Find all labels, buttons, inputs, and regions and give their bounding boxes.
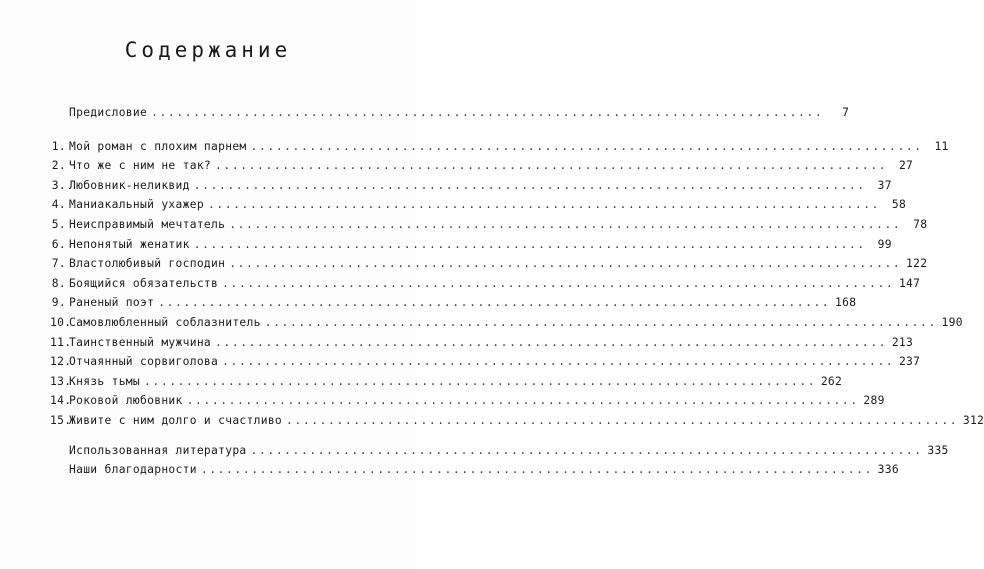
toc-entry-intro [50,106,850,126]
chapter-number: 10. [50,315,72,329]
dot-leader: ................................................................................ [186,394,859,408]
dot-leader: ................................................................................ [229,257,902,271]
toc-page-number: 190 [941,315,963,329]
dot-leader: ................................................................................ [144,374,817,388]
toc-page-number: 122 [906,257,928,271]
toc-entry-chapter [50,198,907,218]
toc-entry-chapter [50,237,892,258]
toc-entry-label: Роковой любовник [69,394,183,408]
toc-entry-label: Отчаянный сорвиголова [69,355,219,369]
dot-leader: ................................................................................ [193,237,866,251]
toc-page-number: 335 [927,443,949,457]
toc-entry-chapter [50,413,984,434]
table-of-contents [50,106,984,483]
toc-entry-label: Непонятый женатик [69,237,190,251]
chapter-number: 15. [50,413,72,427]
dot-leader: ................................................................................ [286,413,959,427]
toc-entry-label: Раненый поэт [69,296,155,310]
toc-entry-chapter [50,139,949,160]
chapter-number: 9. [51,296,66,310]
dot-leader: ................................................................................ [215,335,888,349]
toc-entry-label: Наши благодарности [69,463,197,477]
chapter-number: 11. [50,335,72,349]
toc-entry-label: Боящийся обязательств [69,276,219,290]
toc-page-number: 168 [835,296,857,310]
toc-page-number: 27 [898,159,914,173]
dot-leader: ................................................................................ [229,217,902,231]
toc-entry-chapter [50,178,892,199]
toc-page-number: 37 [877,178,892,192]
toc-entry-label: Князь тьмы [69,374,141,388]
toc-entry-label: Мой роман с плохим парнем [69,139,247,153]
toc-entry-label: Что же с ним не так? [69,159,212,173]
dot-leader: ................................................................................ [193,178,866,192]
chapter-number: 12. [50,355,72,369]
dot-leader: ................................................................................ [207,198,881,212]
toc-entry-chapter [50,335,914,356]
toc-page-number: 58 [891,198,907,212]
chapter-number: 14. [50,394,72,408]
toc-entry-label: Таинственный мужчина [69,335,212,349]
toc-entry-label: Властолюбивый господин [69,257,226,271]
toc-entry-chapter [50,217,928,238]
toc-page-number: 11 [934,139,949,153]
chapter-number: 3. [51,178,66,192]
toc-entry-label: Предисловие [69,106,148,119]
dot-leader: ................................................................................ [222,355,895,369]
toc-page-number: 99 [877,237,892,251]
toc-entry-label: Самовлюбленный соблазнитель [69,315,261,329]
chapter-number: 4. [51,198,66,212]
toc-entry-chapter [50,276,921,297]
dot-leader: ................................................................................ [250,139,923,153]
chapter-number: 1. [51,139,66,153]
chapter-number: 13. [50,374,72,388]
toc-entry-label: Использованная литература [69,443,247,457]
toc-entry-acknowledgements [50,463,899,483]
chapter-number: 8. [51,276,66,290]
page-title: Содержание [124,38,292,62]
toc-entry-chapter [50,296,857,316]
toc-page-number: 213 [891,335,914,349]
chapter-number: 6. [51,237,66,251]
toc-entry-chapter [50,159,914,179]
spacer [50,434,376,444]
toc-page-number: 312 [962,413,984,427]
toc-entry-label: Неисправимый мечтатель [69,217,226,231]
dot-leader: ................................................................................ [200,463,873,477]
toc-page-number: 147 [898,276,921,290]
toc-page-number: 336 [877,463,899,477]
chapter-list [50,139,984,434]
toc-page-number: 78 [913,217,928,231]
toc-entry-label: Любовник-неликвид [69,178,190,192]
toc-entry-bibliography [50,443,949,464]
dot-leader: ................................................................................ [158,296,831,310]
dot-leader: ................................................................................ [222,276,895,290]
dot-leader: ................................................................................ [215,159,888,173]
chapter-number: 7. [51,257,66,271]
toc-entry-chapter [50,394,885,414]
toc-page-number: 289 [863,394,885,408]
chapter-number: 5. [51,217,66,231]
toc-page-number: 7 [842,106,850,119]
toc-entry-label: Маниакальный ухажер [69,198,204,212]
toc-entry-chapter [50,355,921,375]
toc-entry-chapter [50,257,928,277]
toc-entry-label: Живите с ним долго и счастливо [69,413,283,427]
chapter-number: 2. [51,159,66,173]
toc-page-number: 262 [820,374,843,388]
dot-leader: ................................................................................ [151,106,824,119]
dot-leader: ................................................................................ [250,443,923,457]
toc-entry-chapter [50,374,843,395]
dot-leader: ................................................................................ [264,315,937,329]
toc-page-number: 237 [898,355,921,369]
toc-entry-chapter [50,315,963,336]
spacer [50,126,376,140]
